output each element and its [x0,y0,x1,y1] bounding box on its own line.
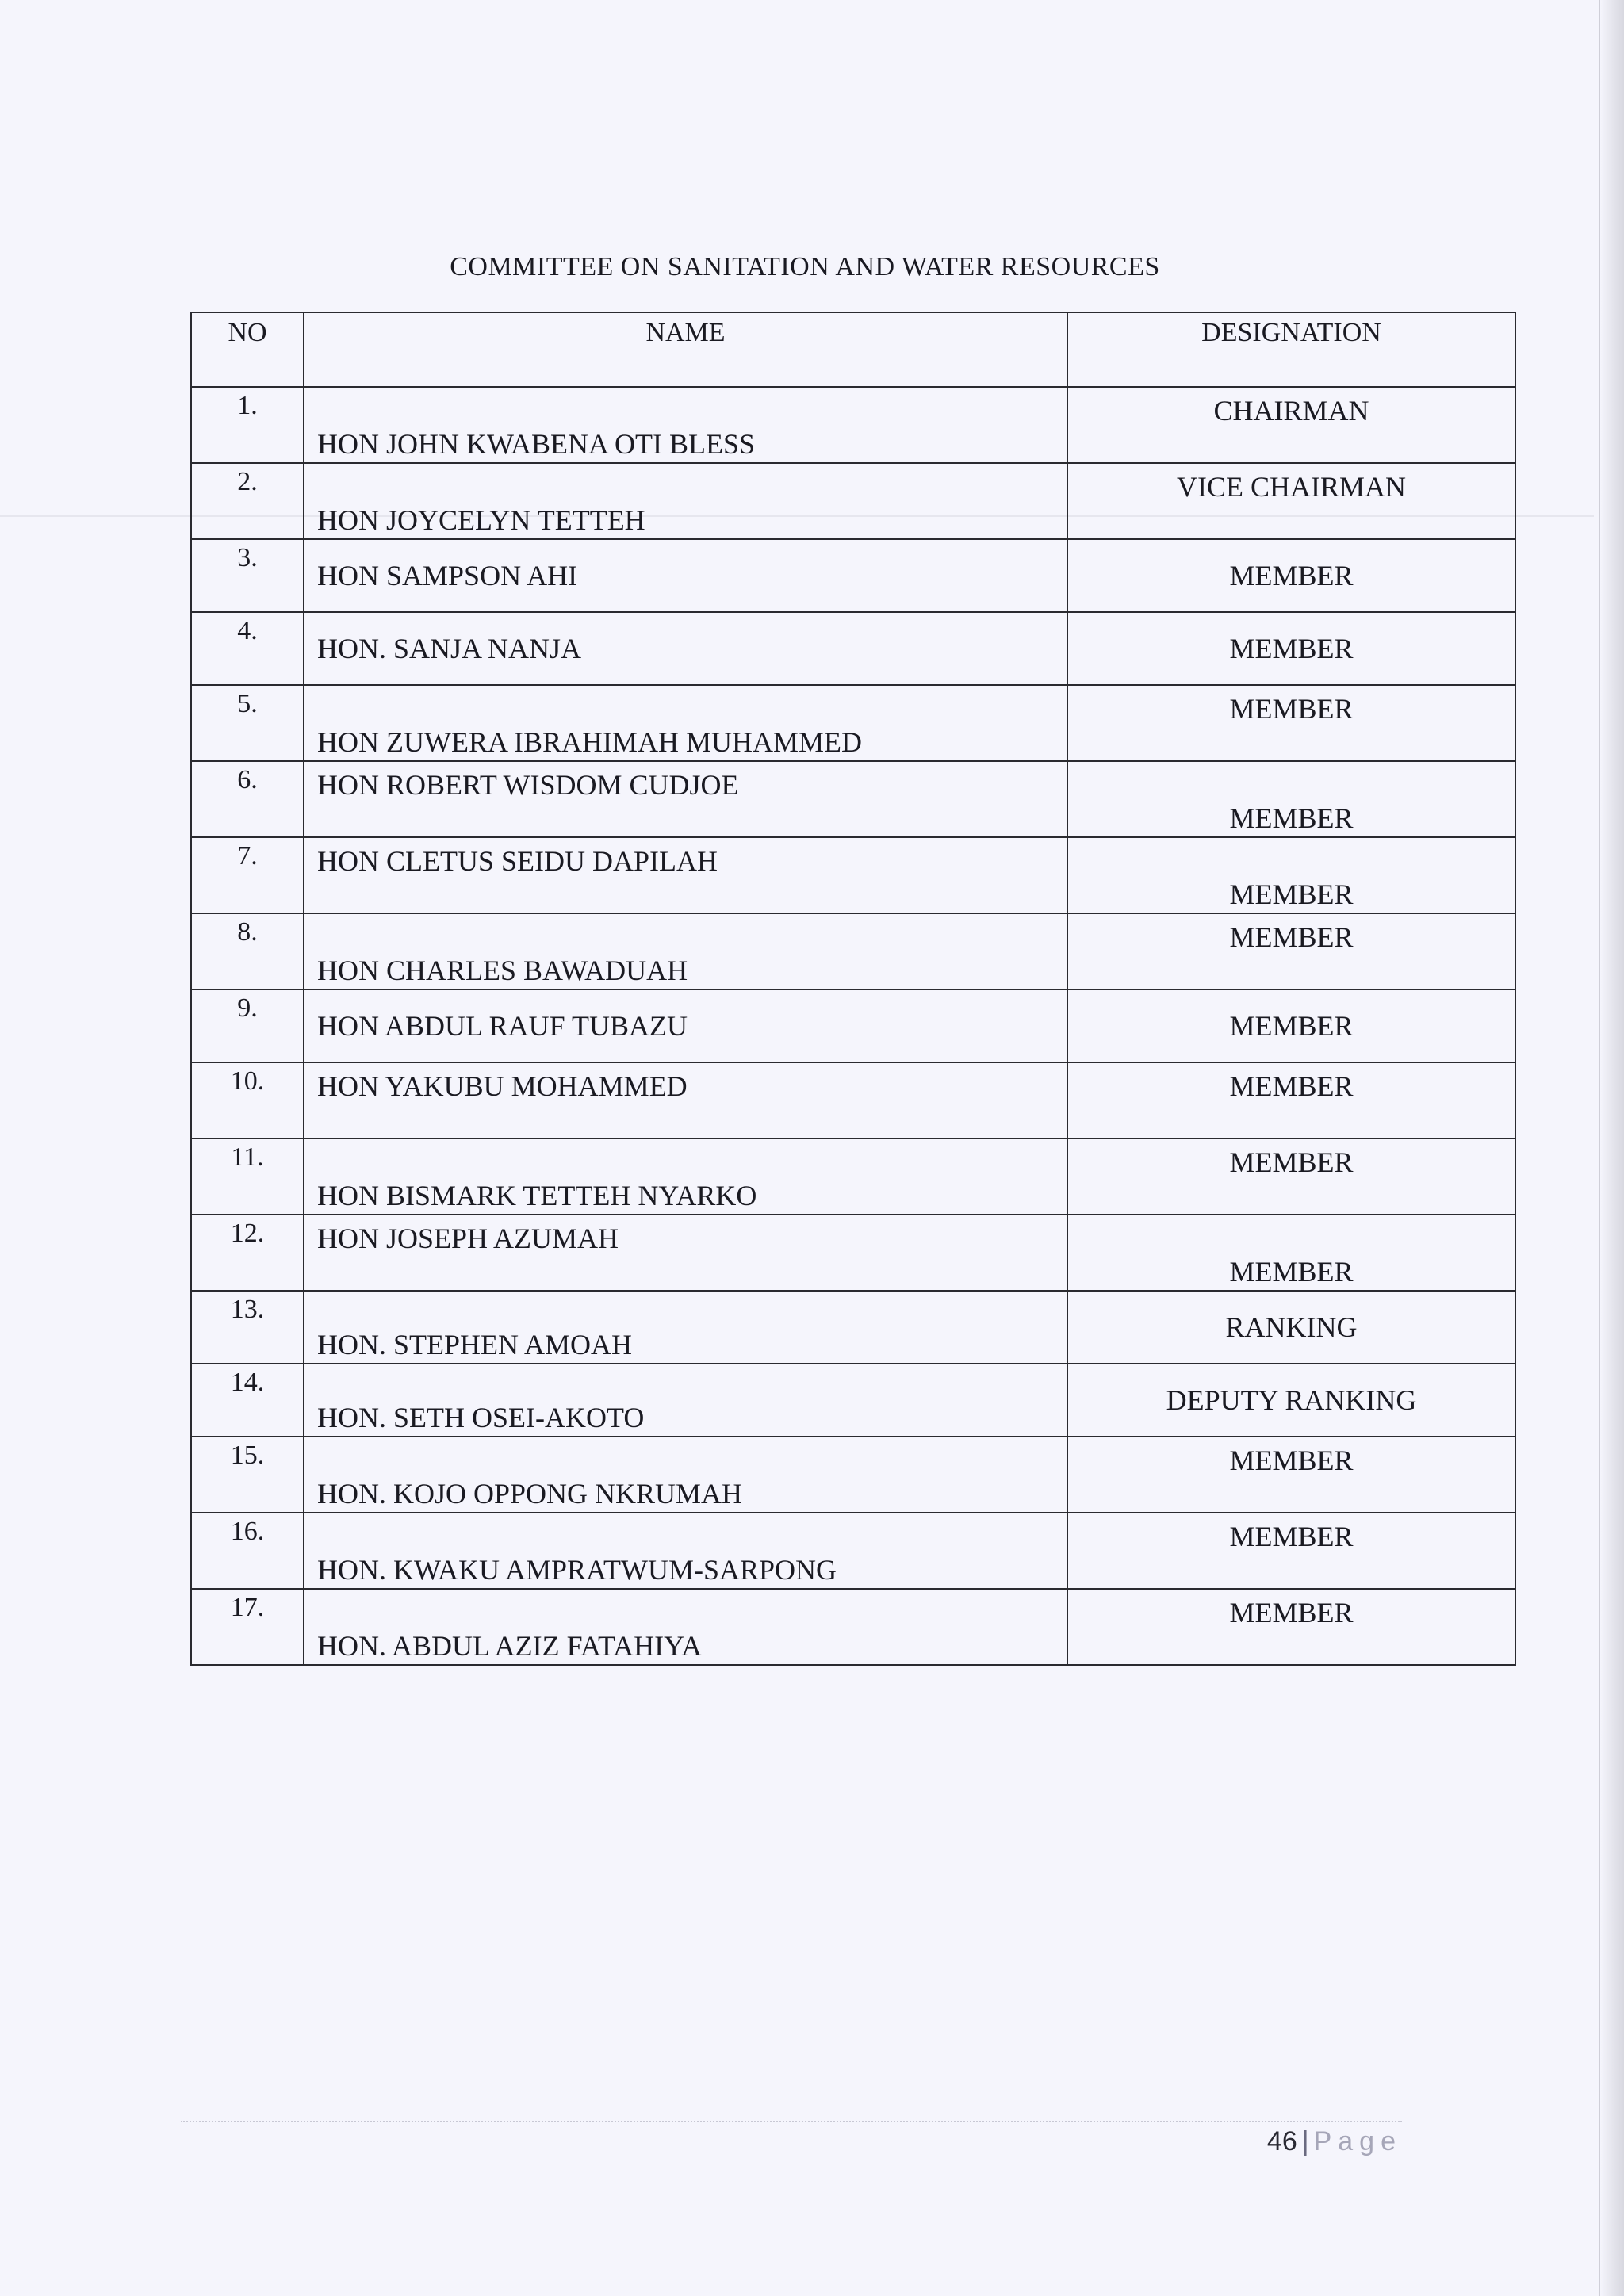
header-name: NAME [304,312,1067,387]
row-no: 16. [191,1513,304,1589]
page-number: 46 [1266,2126,1297,2156]
table-row [191,837,1515,913]
row-no: 12. [191,1215,304,1291]
row-name: HON BISMARK TETTEH NYARKO [304,1138,1067,1215]
row-name: HON CHARLES BAWADUAH [304,913,1067,989]
row-designation: MEMBER [1067,1215,1515,1291]
row-designation: MEMBER [1067,685,1515,761]
row-designation: MEMBER [1067,1138,1515,1215]
page-footer [1267,2126,1402,2157]
row-name: HON. KOJO OPPONG NKRUMAH [304,1437,1067,1513]
footer-divider [181,2121,1402,2122]
row-designation: CHAIRMAN [1067,387,1515,463]
row-designation: MEMBER [1067,539,1515,612]
row-no: 8. [191,913,304,989]
table-row [191,989,1515,1062]
row-designation: MEMBER [1067,1437,1515,1513]
row-name: HON ABDUL RAUF TUBAZU [304,989,1067,1062]
row-name: HON. SANJA NANJA [304,612,1067,685]
table-row [191,685,1515,761]
row-designation: VICE CHAIRMAN [1067,463,1515,539]
table-row [191,1364,1515,1437]
row-name: HON JOYCELYN TETTEH [304,463,1067,539]
row-no: 1. [191,387,304,463]
row-no: 6. [191,761,304,837]
table-row [191,761,1515,837]
table-row [191,1215,1515,1291]
row-designation: MEMBER [1067,989,1515,1062]
table-row [191,387,1515,463]
table-row [191,1138,1515,1215]
row-name: HON ZUWERA IBRAHIMAH MUHAMMED [304,685,1067,761]
table-row [191,1291,1515,1364]
page-label: Page [1313,2126,1402,2156]
table-row [191,1437,1515,1513]
header-designation: DESIGNATION [1067,312,1515,387]
row-name: HON JOSEPH AZUMAH [304,1215,1067,1291]
row-designation: MEMBER [1067,1589,1515,1665]
row-name: HON. SETH OSEI-AKOTO [304,1364,1067,1437]
row-no: 9. [191,989,304,1062]
table-header-row [191,312,1515,387]
table-row [191,612,1515,685]
row-no: 17. [191,1589,304,1665]
row-designation: MEMBER [1067,612,1515,685]
row-no: 11. [191,1138,304,1215]
row-no: 3. [191,539,304,612]
table-row [191,1589,1515,1665]
header-no: NO [191,312,304,387]
table-row [191,1513,1515,1589]
row-no: 7. [191,837,304,913]
row-name: HON. STEPHEN AMOAH [304,1291,1067,1364]
row-designation: MEMBER [1067,913,1515,989]
row-no: 13. [191,1291,304,1364]
row-name: HON CLETUS SEIDU DAPILAH [304,837,1067,913]
row-name: HON JOHN KWABENA OTI BLESS [304,387,1067,463]
row-name: HON YAKUBU MOHAMMED [304,1062,1067,1138]
paper-edge-shadow [1599,0,1624,2296]
row-name: HON ROBERT WISDOM CUDJOE [304,761,1067,837]
table-row [191,463,1515,539]
table-row [191,1062,1515,1138]
table-row [191,539,1515,612]
row-designation: RANKING [1067,1291,1515,1364]
row-name: HON SAMPSON AHI [304,539,1067,612]
row-name: HON. ABDUL AZIZ FATAHIYA [304,1589,1067,1665]
row-no: 4. [191,612,304,685]
row-name: HON. KWAKU AMPRATWUM-SARPONG [304,1513,1067,1589]
table-row [191,913,1515,989]
row-designation: MEMBER [1067,1513,1515,1589]
row-no: 10. [191,1062,304,1138]
row-no: 2. [191,463,304,539]
row-designation: DEPUTY RANKING [1067,1364,1515,1437]
footer-separator: | [1301,2126,1309,2156]
row-designation: MEMBER [1067,761,1515,837]
row-no: 15. [191,1437,304,1513]
row-no: 5. [191,685,304,761]
page-title: COMMITTEE ON SANITATION AND WATER RESOURCES [450,252,1160,281]
row-designation: MEMBER [1067,837,1515,913]
row-no: 14. [191,1364,304,1437]
row-designation: MEMBER [1067,1062,1515,1138]
committee-members-table [190,312,1516,1666]
